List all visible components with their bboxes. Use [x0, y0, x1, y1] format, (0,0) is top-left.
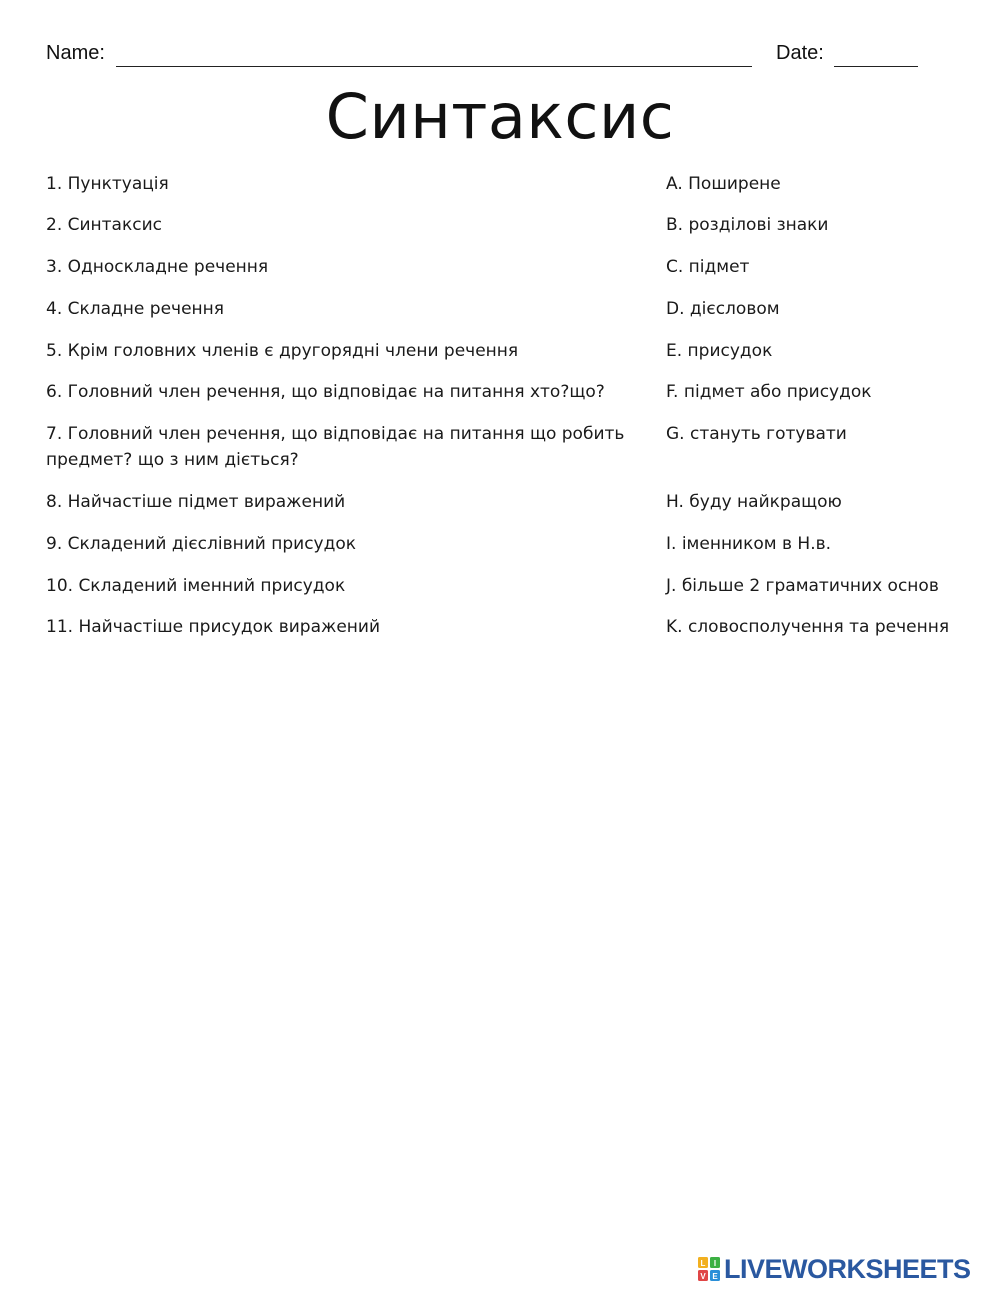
left-item-8: 8. Найчастіше підмет виражений: [46, 492, 346, 512]
name-date-line: [46, 42, 926, 72]
right-item-f: F. підмет або присудок: [666, 382, 872, 402]
right-item-k: K. словосполучення та речення: [666, 617, 950, 637]
right-item-h: H. буду найкращою: [666, 492, 842, 512]
right-item-e: E. присудок: [666, 341, 773, 361]
left-item-2: 2. Синтаксис: [46, 215, 162, 235]
left-item-4: 4. Складне речення: [46, 299, 224, 319]
left-item-7: 7. Головний член речення, що відповідає на питання що робить предмет? що з ним діється?: [46, 424, 625, 470]
liveworksheets-icon: [698, 1257, 720, 1281]
left-item-9: 9. Складений дієслівний присудок: [46, 534, 357, 554]
right-item-i: I. іменником в Н.в.: [666, 534, 832, 554]
page-title: Синтаксис: [325, 80, 675, 153]
right-item-d: D. дієсловом: [666, 299, 780, 319]
left-item-10: 10. Складений іменний присудок: [46, 576, 346, 596]
right-item-b: B. розділові знаки: [666, 215, 829, 235]
right-item-g: G. стануть готувати: [666, 424, 847, 444]
left-item-11: 11. Найчастіше присудок виражений: [46, 617, 380, 637]
svg-text:I: I: [713, 1259, 717, 1268]
svg-text:L: L: [700, 1259, 706, 1268]
liveworksheets-logo: [698, 1254, 971, 1284]
svg-text:E: E: [712, 1272, 718, 1281]
date-blank: [834, 42, 918, 67]
right-item-c: C. підмет: [666, 257, 750, 277]
svg-text:V: V: [700, 1272, 706, 1281]
name-label: Name:: [46, 42, 105, 64]
right-item-j: J. більше 2 граматичних основ: [666, 576, 939, 596]
left-item-1: 1. Пунктуація: [46, 174, 169, 194]
left-item-6: 6. Головний член речення, що відповідає на питання хто?що?: [46, 382, 605, 402]
name-blank: [116, 42, 752, 67]
logo-text: LIVEWORKSHEETS: [724, 1253, 971, 1284]
right-item-a: A. Поширене: [666, 174, 781, 194]
date-label: Date:: [776, 42, 824, 64]
left-item-3: 3. Односкладне речення: [46, 257, 269, 277]
left-item-5: 5. Крім головних членів є другорядні члени речення: [46, 341, 519, 361]
